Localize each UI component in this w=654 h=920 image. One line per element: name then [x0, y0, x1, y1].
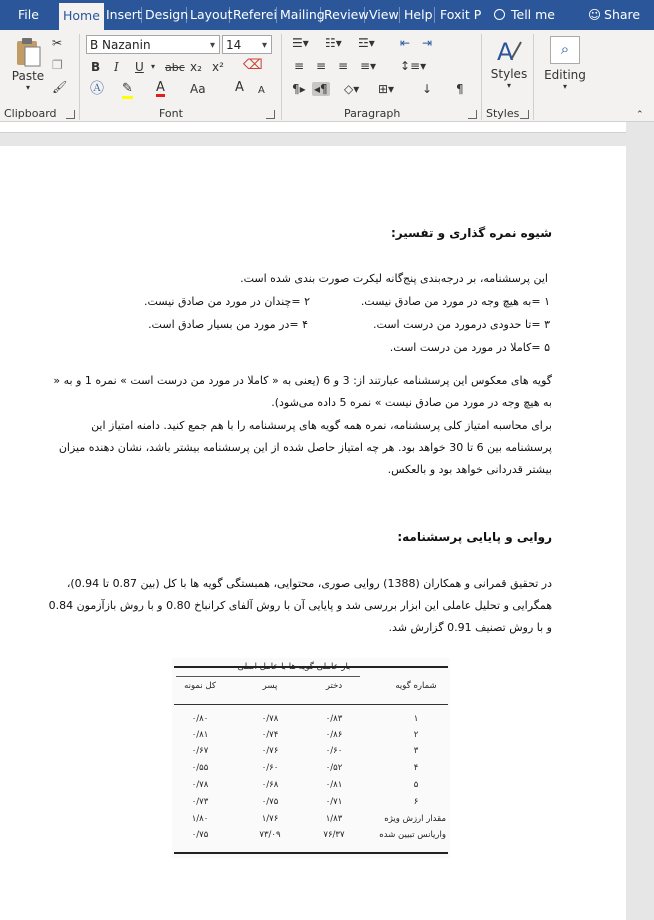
table-cell: ۱/۸۳	[325, 814, 343, 824]
total-score-paragraph: برای محاسبه امتیاز کلی پرسشنامه، نمره همه گویه های پرسشنامه را با هم جمع کنید. دامنه امتیاز این پرسشنامه بین 6 تا 30 خواهد بود. هر چه امتیاز حاصل شده از این پرسشنامه بیشتر باشد، نشان دهنده میزان بیشتر قدردانی خواهد بود و بالعکس.	[58, 419, 552, 476]
tab-view[interactable]: View	[369, 7, 399, 22]
table-cell: ۰/۶۷	[191, 746, 209, 756]
table-cell: ۶	[413, 797, 419, 807]
table-cell: ۰/۷۵	[261, 797, 279, 807]
search-icon: ⌕	[550, 36, 580, 64]
borders-icon[interactable]: ⊞▾	[378, 82, 395, 96]
tab-references[interactable]: Referei	[233, 7, 277, 22]
align-left-icon[interactable]: ≡	[294, 59, 305, 73]
justify-icon[interactable]: ≡▾	[360, 59, 377, 73]
chevron-down-icon: ▾	[562, 82, 567, 91]
table-cell: ۰/۸۰	[191, 714, 209, 724]
tell-me-search[interactable]	[494, 0, 555, 30]
table-cell: ۰/۵۵	[191, 763, 209, 773]
clear-formatting-icon[interactable]: ⌫	[243, 57, 263, 73]
styles-icon	[494, 36, 524, 66]
table-cell: ۱/۸۰	[191, 814, 209, 824]
styles-label: Styles	[490, 67, 528, 81]
lightbulb-icon	[494, 9, 505, 20]
shading-icon[interactable]: ◇▾	[344, 82, 360, 96]
previous-page-bottom	[0, 122, 626, 133]
table-bottom-rule	[174, 852, 448, 854]
chevron-down-icon: ▾	[25, 83, 30, 92]
paragraph-group-label: Paragraph	[344, 107, 401, 120]
numbering-icon[interactable]: ☷▾	[325, 36, 342, 50]
group-divider	[281, 34, 282, 120]
tab-separator	[399, 7, 400, 23]
tab-insert[interactable]: Insert	[106, 7, 142, 22]
header-item-number: شماره گویه	[395, 681, 437, 691]
clipboard-launcher-icon[interactable]	[66, 110, 75, 119]
editing-label: Editing	[544, 68, 586, 82]
font-color-button[interactable]: A	[156, 80, 165, 95]
tab-separator	[186, 7, 187, 23]
tab-separator	[141, 7, 142, 23]
chevron-down-icon: ▾	[261, 40, 267, 51]
scale-item-2: ۲ =چندان در مورد من صادق نیست.	[143, 295, 310, 308]
italic-button[interactable]: I	[114, 60, 119, 74]
table-title: بار عاملی گویه ها با عامل اصلی	[237, 662, 351, 672]
svg-text:A: A	[497, 38, 514, 66]
decrease-indent-icon[interactable]: ⇤	[400, 36, 411, 50]
table-cell: ۰/۵۲	[325, 763, 343, 773]
cut-icon[interactable]: ✂	[52, 36, 63, 50]
table-cell: ۰/۷۴	[261, 730, 279, 740]
multilevel-list-icon[interactable]: ☲▾	[358, 36, 375, 50]
font-name-combo[interactable]	[86, 35, 220, 54]
share-button[interactable]	[588, 0, 640, 30]
line-spacing-icon[interactable]: ↕≡▾	[400, 59, 427, 73]
person-icon: ☺	[588, 7, 602, 22]
scale-item-5: ۵ =کاملا در مورد من درست است.	[389, 341, 550, 354]
table-cell: ۰/۸۶	[325, 730, 343, 740]
tab-review[interactable]: Review	[324, 7, 369, 22]
table-cell: ۴	[413, 763, 419, 773]
ribbon-tab-bar	[0, 0, 654, 30]
paste-button[interactable]	[10, 36, 46, 92]
copy-icon[interactable]: ❐	[52, 58, 63, 72]
table-top-rule	[174, 666, 448, 668]
table-cell: ۳	[413, 746, 419, 756]
strikethrough-button[interactable]: abc	[165, 61, 185, 74]
table-cell: ۰/۶۰	[325, 746, 343, 756]
table-cell: ۵	[413, 780, 419, 790]
chevron-down-icon[interactable]: ▾	[151, 62, 156, 71]
shrink-font-button[interactable]: A	[258, 85, 265, 96]
factor-loading-table-image[interactable]	[172, 658, 450, 858]
ribbon	[0, 30, 654, 122]
font-launcher-icon[interactable]	[266, 110, 275, 119]
font-group-label: Font	[159, 107, 183, 120]
table-cell: ۰/۷۸	[191, 780, 209, 790]
vertical-scrollbar[interactable]	[626, 122, 654, 920]
text-effects-icon[interactable]: Ⓐ	[90, 81, 104, 97]
styles-button[interactable]	[490, 36, 528, 90]
group-divider	[533, 34, 534, 120]
subscript-button[interactable]: x₂	[190, 60, 202, 74]
table-cell: ۰/۸۱	[325, 780, 343, 790]
scale-item-4: ۴ =در مورد من بسیار صادق است.	[148, 318, 308, 331]
paste-label: Paste	[11, 69, 45, 83]
ltr-direction-icon[interactable]: ¶▸	[292, 82, 306, 96]
change-case-button[interactable]: Aa	[190, 82, 206, 96]
share-label: Share	[604, 7, 641, 22]
tab-home[interactable]: Home	[59, 3, 104, 30]
tab-separator	[229, 7, 230, 23]
clipboard-icon	[13, 36, 43, 68]
reverse-items-paragraph: گویه های معکوس این پرسشنامه عبارتند از: 3 و 6 (یعنی به « کاملا در مورد من درست است » نمره 1 و به « به هیچ وجه در مورد من صادق نیست » نمره 5 داده می‌شود).	[53, 374, 552, 409]
header-rule	[174, 704, 448, 705]
tab-foxit[interactable]: Foxit P	[440, 7, 482, 22]
paragraph-launcher-icon[interactable]	[468, 110, 477, 119]
table-cell: واریانس تبیین شده	[379, 830, 446, 840]
table-cell: ۰/۶۸	[261, 780, 279, 790]
table-cell: ۰/۶۰	[261, 763, 279, 773]
bold-button[interactable]: B	[91, 60, 101, 74]
underline-button[interactable]: U	[135, 60, 144, 74]
styles-launcher-icon[interactable]	[520, 110, 529, 119]
tab-mailings[interactable]: Mailing	[280, 7, 325, 22]
intro-paragraph: این پرسشنامه، بر درجه‌بندی پنج‌گانه لیکرت صورت بندی شده است.	[240, 272, 548, 285]
table-cell: ۰/۷۳	[191, 797, 209, 807]
heading-validity: روایی و پایایی پرسشنامه:	[397, 530, 552, 544]
table-cell: ۷۳/۰۹	[259, 830, 281, 840]
tab-separator	[276, 7, 277, 23]
highlight-icon[interactable]: ✎	[122, 82, 133, 99]
table-cell: مقدار ارزش ویژه	[384, 814, 446, 824]
tab-design[interactable]: Design	[145, 7, 189, 22]
tab-separator	[434, 7, 435, 23]
chevron-down-icon: ▾	[506, 81, 511, 90]
scale-item-1: ۱ =به هیچ وجه در مورد من صادق نیست.	[360, 295, 550, 308]
font-name-value: B Nazanin	[90, 38, 151, 52]
table-cell: ۲	[413, 730, 419, 740]
heading-scoring: شیوه نمره گذاری و تفسیر:	[390, 226, 552, 240]
group-divider	[481, 34, 482, 120]
title-rule	[176, 676, 360, 677]
table-cell: ۰/۷۵	[191, 830, 209, 840]
editing-button[interactable]	[542, 36, 588, 91]
tab-help[interactable]: Help	[404, 7, 433, 22]
table-cell: ۰/۷۸	[261, 714, 279, 724]
styles-group-label: Styles	[486, 107, 520, 120]
tell-me-label: Tell me	[511, 7, 555, 22]
tab-file[interactable]: File	[18, 7, 39, 22]
table-cell: ۱	[413, 714, 419, 724]
align-center-icon[interactable]: ≡	[316, 59, 327, 73]
show-marks-icon[interactable]: ¶	[456, 82, 464, 96]
grow-font-button[interactable]: A	[235, 80, 244, 95]
font-size-value: 14	[226, 38, 242, 52]
bullets-icon[interactable]: ☰▾	[292, 36, 309, 50]
table-cell: ۰/۷۱	[325, 797, 343, 807]
group-divider	[79, 34, 80, 120]
tab-separator	[364, 7, 365, 23]
sort-icon[interactable]: ↓	[422, 82, 433, 96]
table-cell: ۱/۷۶	[261, 814, 279, 824]
collapse-ribbon-icon[interactable]: ⌃	[636, 110, 644, 120]
header-girls: دختر	[325, 681, 343, 691]
superscript-button[interactable]: x²	[212, 60, 224, 74]
validity-paragraph: در تحقیق قمرانی و همکاران (1388) روایی صوری، محتوایی، همبستگی گویه ها با کل (بین 0.87 تا 0.94)، همگرایی و تحلیل عاملی این ابزار بررسی شد و پایایی آن با روش آلفای کرانباخ 0.80 و با روش بازآزمون 0.84 و با روش تصنیف 0.91 گزارش شد.	[48, 577, 552, 634]
table-cell: ۰/۸۳	[325, 714, 343, 724]
table-cell: ۷۶/۳۷	[323, 830, 345, 840]
header-total: کل نمونه	[184, 681, 216, 691]
table-cell: ۰/۸۱	[191, 730, 209, 740]
header-boys: پسر	[262, 681, 278, 691]
rtl-direction-icon[interactable]: ◂¶	[314, 82, 328, 96]
tab-separator	[320, 7, 321, 23]
scale-item-3: ۳ =تا حدودی درمورد من درست است.	[373, 318, 550, 331]
increase-indent-icon[interactable]: ⇥	[422, 36, 433, 50]
format-painter-icon[interactable]: 🖌	[52, 80, 68, 94]
clipboard-group-label: Clipboard	[4, 107, 57, 120]
tab-layout[interactable]: Layout	[190, 7, 233, 22]
align-right-icon[interactable]: ≡	[338, 59, 349, 73]
table-cell: ۰/۷۶	[261, 746, 279, 756]
font-size-combo[interactable]	[222, 35, 272, 54]
chevron-down-icon: ▾	[209, 40, 215, 51]
